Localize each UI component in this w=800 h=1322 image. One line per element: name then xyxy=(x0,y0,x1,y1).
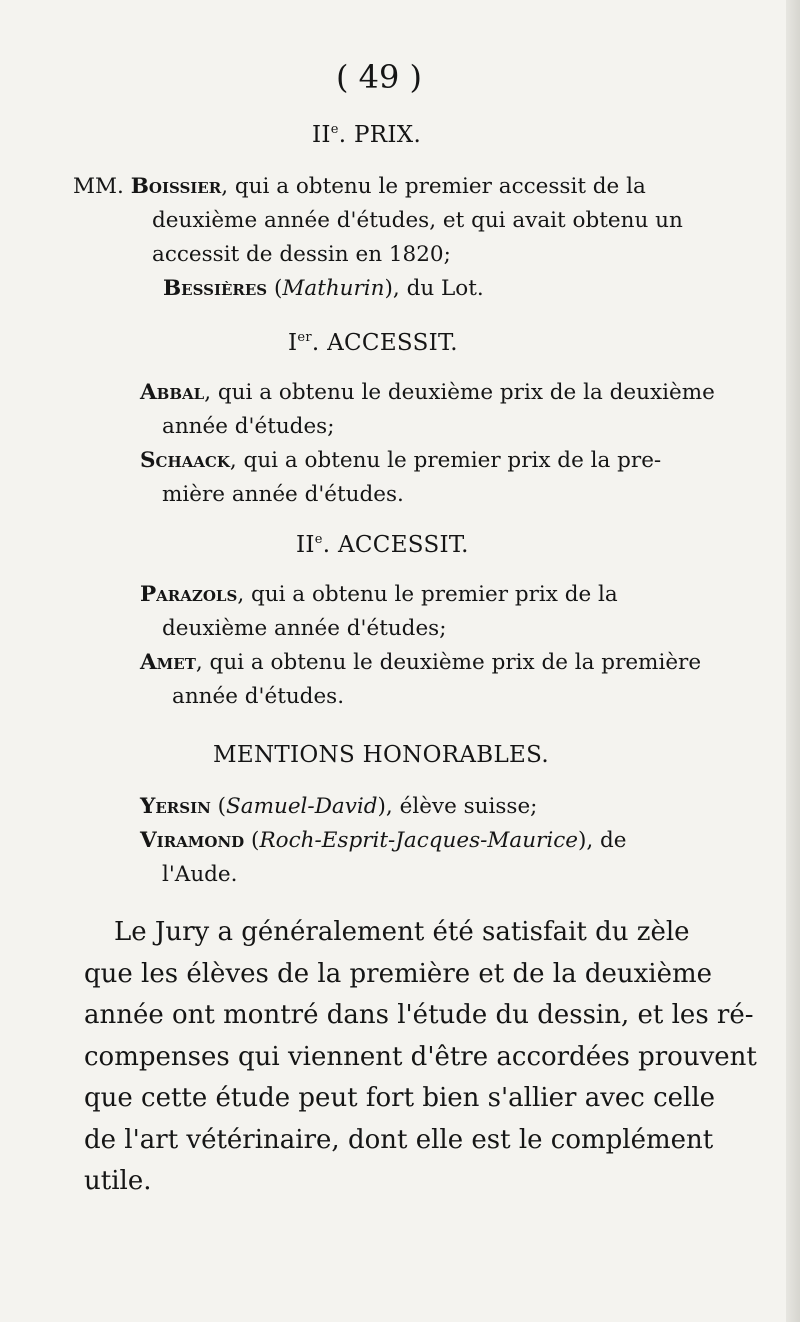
student-name: Abbal xyxy=(140,380,205,405)
heading-superscript: e xyxy=(314,532,323,547)
student-name: Yersin xyxy=(140,794,211,819)
entry-line: mière année d'études. xyxy=(162,482,404,507)
entry-line: année d'études; xyxy=(162,414,335,439)
heading-roman: I xyxy=(288,330,298,356)
entry-line xyxy=(140,646,701,680)
paragraph-line: utile. xyxy=(84,1166,152,1196)
heading-second-accessit xyxy=(296,532,469,558)
student-name: Bessières xyxy=(163,276,268,301)
entry-line: année d'études. xyxy=(172,684,345,709)
heading-second-prize xyxy=(312,122,421,148)
entry-line: accessit de dessin en 1820; xyxy=(152,242,451,267)
paragraph-line: que cette étude peut fort bien s'allier avec celle xyxy=(84,1083,716,1113)
entry-text: , qui a obtenu le premier prix de la xyxy=(237,582,618,607)
page-number: ( 49 ) xyxy=(336,58,423,96)
entry-boissier xyxy=(73,170,683,272)
entry-prefix: MM. xyxy=(73,174,131,199)
entry-viramond xyxy=(140,824,627,892)
entry-amet xyxy=(140,646,701,714)
entry-text: , qui a obtenu le deuxième prix de la deuxième xyxy=(204,380,715,405)
heading-honorable-mentions: MENTIONS HONORABLES. xyxy=(213,742,549,768)
entry-abbal xyxy=(140,376,715,444)
paragraph-line: que les élèves de la première et de la deuxième xyxy=(84,958,713,989)
entry-text: , qui a obtenu le deuxième prix de la première xyxy=(195,650,702,675)
heading-superscript: er xyxy=(297,330,312,345)
entry-text: ), élève suisse; xyxy=(377,794,538,819)
entry-line xyxy=(140,444,661,478)
paragraph-line: de l'art vétérinaire, dont elle est le complément xyxy=(84,1124,714,1155)
paragraph-line: Le Jury a généralement été satisfait du zèle xyxy=(114,917,690,947)
entry-bessieres xyxy=(163,272,484,306)
student-first-name: Samuel-David xyxy=(226,794,378,819)
entry-text: , qui a obtenu le premier prix de la pre- xyxy=(229,448,662,473)
student-name: Parazols xyxy=(140,582,238,607)
student-name: Boissier xyxy=(130,174,222,199)
heading-rest: . PRIX. xyxy=(338,122,422,148)
paragraph-line: compenses qui viennent d'être accordées prouvent xyxy=(84,1041,757,1072)
paragraph-line: année ont montré dans l'étude du dessin, et les ré- xyxy=(84,1000,754,1030)
student-name: Viramond xyxy=(140,828,245,853)
closing-paragraph xyxy=(84,912,757,1203)
heading-superscript: e xyxy=(330,122,339,137)
student-first-name: Mathurin xyxy=(282,276,385,301)
page-edge-shadow xyxy=(786,0,800,1322)
entry-parazols xyxy=(140,578,618,646)
student-name: Schaack xyxy=(140,448,230,473)
entry-yersin xyxy=(140,790,537,824)
heading-rest: . ACCESSIT. xyxy=(322,532,469,558)
entry-line: deuxième année d'études, et qui avait obtenu un xyxy=(152,208,683,233)
entry-line: deuxième année d'études; xyxy=(162,616,447,641)
entry-text: ( xyxy=(267,276,283,301)
entry-line xyxy=(140,824,627,858)
heading-rest: . ACCESSIT. xyxy=(311,330,458,356)
entry-text: ), de xyxy=(577,828,627,853)
student-name: Amet xyxy=(140,650,196,675)
entry-line xyxy=(73,170,683,204)
entry-line xyxy=(140,376,715,410)
heading-first-accessit xyxy=(288,330,458,356)
entry-schaack xyxy=(140,444,661,512)
entry-text: ( xyxy=(244,828,260,853)
heading-roman: II xyxy=(296,532,315,558)
entry-text: ), du Lot. xyxy=(384,276,484,301)
entry-line xyxy=(140,578,618,612)
student-first-name: Roch-Esprit-Jacques-Maurice xyxy=(259,828,578,853)
entry-text: ( xyxy=(210,794,227,819)
entry-line: l'Aude. xyxy=(162,862,238,887)
entry-text: , qui a obtenu le premier accessit de la xyxy=(221,174,646,199)
heading-roman: II xyxy=(312,122,331,148)
